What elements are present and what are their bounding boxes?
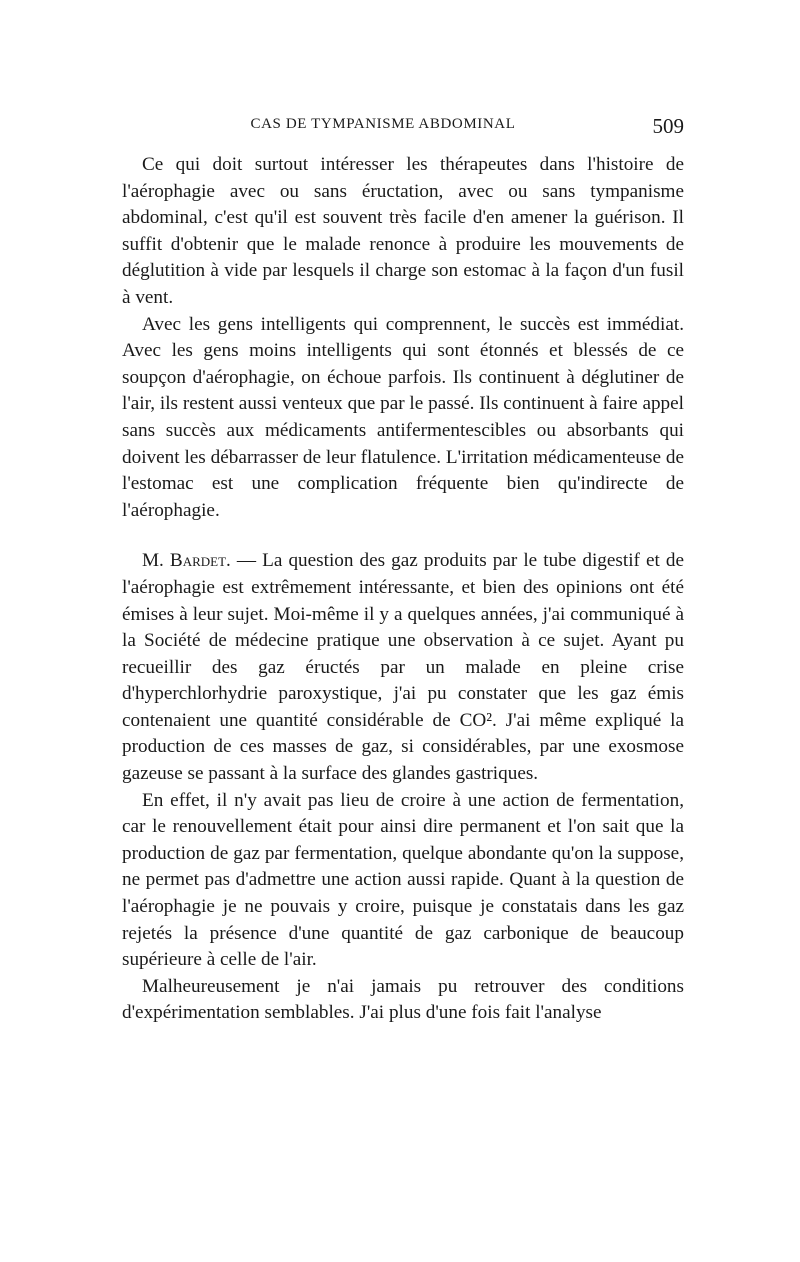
body-text	[122, 152, 684, 1027]
paragraph: En effet, il n'y avait pas lieu de croire à une action de fermentation, car le renouvellement était pour ainsi dire permanent et l'on sait que la production de gaz par fermentation, quelque abondante qu'on la suppose, ne permet pas d'admettre une action aussi rapide. Quant à la question de l'aérophagie je ne pouvais y croire, puisque je constatais dans les gaz rejetés la présence d'une quantité de gaz carbonique de beaucoup supérieure à celle de l'air.	[122, 789, 684, 971]
paragraph: Avec les gens intelligents qui comprennent, le succès est immédiat. Avec les gens moins intelligents qui sont étonnés et blessés de ce soupçon d'aérophagie, on échoue parfois. Ils continuent à déglutiner de l'air, ils restent aussi venteux que par le passé. Ils continuent à faire appel sans succès aux médicaments antifermentescibles ou absorbants qui doivent les débarrasser de leur flatulence. L'irritation médicamenteuse de l'estomac est une complication fréquente bien qu'indirecte de l'aérophagie.	[122, 313, 684, 521]
paragraph-speaker-bardet	[122, 548, 684, 787]
speaker-name: M. Bardet.	[142, 550, 231, 572]
running-title: CAS DE TYMPANISME ABDOMINAL	[250, 116, 516, 132]
paragraph-text: — La question des gaz produits par le tube digestif et de l'aérophagie est extrêmement intéressante, et bien des opinions ont été émises à leur sujet. Moi-même il y a quelques années, j'ai communiqué à la Société de médecine pratique une observation à ce sujet. Ayant pu recueillir des gaz éructés par un malade en pleine crise d'hyperchlorhydrie paroxystique, j'ai pu constater que les gaz émis contenaient une quantité considérable de CO². J'ai même expliqué la production de ces masses de gaz, si considérables, par une exosmose gazeuse se passant à la surface des glandes gastriques.	[122, 550, 684, 785]
page-number: 509	[652, 114, 684, 138]
running-header	[122, 114, 684, 138]
paragraph: Ce qui doit surtout intéresser les thérapeutes dans l'histoire de l'aérophagie avec ou sans éructation, avec ou sans tympanisme abdominal, c'est qu'il est souvent très facile d'en amener la guérison. Il suffit d'obtenir que le malade renonce à produire les mouvements de déglutition à vide par lesquels il charge son estomac à la façon d'un fusil à vent.	[122, 154, 684, 308]
paragraph: Malheureusement je n'ai jamais pu retrouver des conditions d'expérimentation semblables. J'ai plus d'une fois fait l'analyse	[122, 975, 684, 1024]
